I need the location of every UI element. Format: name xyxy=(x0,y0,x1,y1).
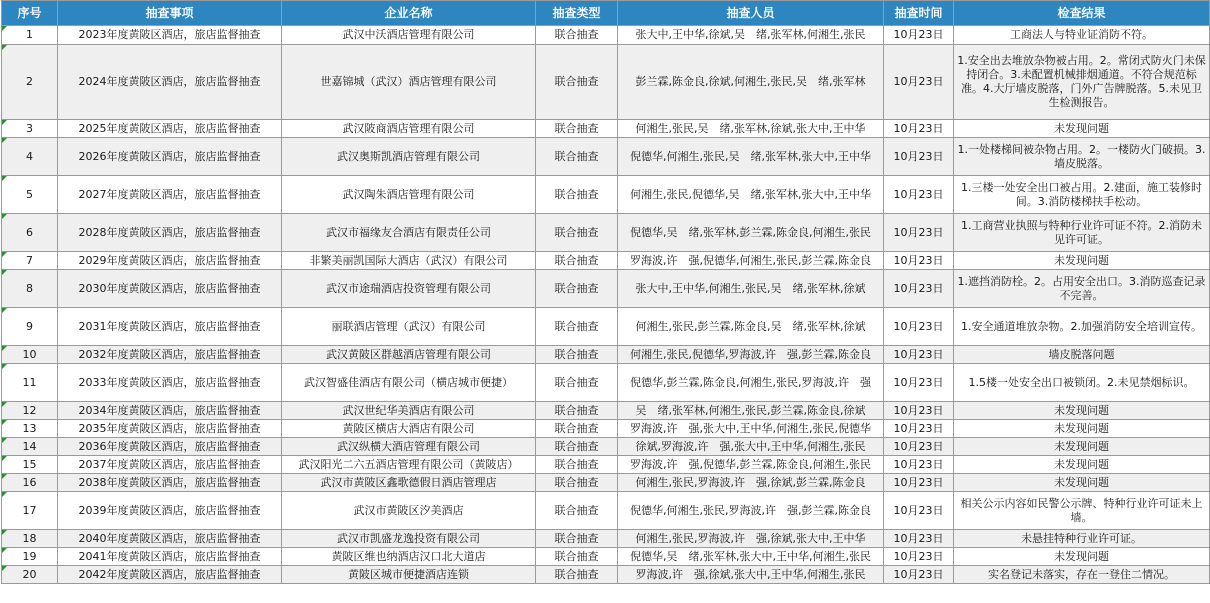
seq-cell: 1 xyxy=(2,26,58,45)
type-cell: 联合抽查 xyxy=(536,492,618,530)
seq-cell: 3 xyxy=(2,120,58,138)
time-cell: 10月23日 xyxy=(884,402,954,420)
item-cell: 2029年度黄陂区酒店，旅店监督抽查 xyxy=(58,252,282,270)
item-cell: 2023年度黄陂区酒店，旅店监督抽查 xyxy=(58,26,282,45)
header-type: 抽查类型 xyxy=(536,1,618,26)
result-cell: 1.一处楼梯间被杂物占用。2。一楼防火门破损。3.墙皮脱落。 xyxy=(954,138,1210,176)
table-row xyxy=(2,566,1210,584)
time-cell: 10月23日 xyxy=(884,346,954,364)
header-seq: 序号 xyxy=(2,1,58,26)
table-row xyxy=(2,364,1210,402)
staff-cell: 罗海波,许 强,倪德华,何湘生,张民,彭兰霖,陈金良 xyxy=(618,252,884,270)
table-row xyxy=(2,346,1210,364)
type-cell: 联合抽查 xyxy=(536,26,618,45)
item-cell: 2031年度黄陂区酒店，旅店监督抽查 xyxy=(58,308,282,346)
time-cell: 10月23日 xyxy=(884,474,954,492)
seq-cell: 11 xyxy=(2,364,58,402)
result-cell: 实名登记未落实，存在一登住二情况。 xyxy=(954,566,1210,584)
result-cell: 相关公示内容如民警公示牌、特种行业许可证未上墙。 xyxy=(954,492,1210,530)
seq-cell: 14 xyxy=(2,438,58,456)
type-cell: 联合抽查 xyxy=(536,566,618,584)
table-row xyxy=(2,26,1210,45)
time-cell: 10月23日 xyxy=(884,492,954,530)
type-cell: 联合抽查 xyxy=(536,402,618,420)
time-cell: 10月23日 xyxy=(884,120,954,138)
company-cell: 世嘉锦城（武汉）酒店管理有限公司 xyxy=(282,45,536,120)
company-cell: 武汉世纪华美酒店有限公司 xyxy=(282,402,536,420)
item-cell: 2033年度黄陂区酒店，旅店监督抽查 xyxy=(58,364,282,402)
table-row xyxy=(2,474,1210,492)
type-cell: 联合抽查 xyxy=(536,252,618,270)
staff-cell: 倪德华,吴 绪,张军林,彭兰霖,陈金良,何湘生,张民 xyxy=(618,214,884,252)
table-row xyxy=(2,270,1210,308)
company-cell: 武汉市黄陂区鑫歌德假日酒店管理店 xyxy=(282,474,536,492)
type-cell: 联合抽查 xyxy=(536,270,618,308)
time-cell: 10月23日 xyxy=(884,308,954,346)
staff-cell: 何湘生,张民,罗海波,许 强,徐斌,张大中,王中华 xyxy=(618,530,884,548)
table-row xyxy=(2,308,1210,346)
time-cell: 10月23日 xyxy=(884,252,954,270)
seq-cell: 18 xyxy=(2,530,58,548)
staff-cell: 倪德华,何湘生,张民,吴 绪,张军林,张大中,王中华 xyxy=(618,138,884,176)
header-time: 抽查时间 xyxy=(884,1,954,26)
company-cell: 武汉奥斯凯酒店管理有限公司 xyxy=(282,138,536,176)
seq-cell: 5 xyxy=(2,176,58,214)
time-cell: 10月23日 xyxy=(884,176,954,214)
seq-cell: 10 xyxy=(2,346,58,364)
header-row xyxy=(2,1,1210,26)
inspection-table xyxy=(1,0,1210,584)
type-cell: 联合抽查 xyxy=(536,474,618,492)
item-cell: 2034年度黄陂区酒店，旅店监督抽查 xyxy=(58,402,282,420)
item-cell: 2035年度黄陂区酒店，旅店监督抽查 xyxy=(58,420,282,438)
header-item: 抽查事项 xyxy=(58,1,282,26)
item-cell: 2037年度黄陂区酒店，旅店监督抽查 xyxy=(58,456,282,474)
staff-cell: 倪德华,彭兰霖,陈金良,何湘生,张民,罗海波,许 强 xyxy=(618,364,884,402)
result-cell: 未发现问题 xyxy=(954,438,1210,456)
table-row xyxy=(2,492,1210,530)
result-cell: 未发现问题 xyxy=(954,548,1210,566)
company-cell: 丽联酒店管理（武汉）有限公司 xyxy=(282,308,536,346)
staff-cell: 何湘生,张民,倪德华,罗海波,许 强,彭兰霖,陈金良 xyxy=(618,346,884,364)
type-cell: 联合抽查 xyxy=(536,120,618,138)
time-cell: 10月23日 xyxy=(884,214,954,252)
company-cell: 黄陂区维也纳酒店汉口北大道店 xyxy=(282,548,536,566)
table-row xyxy=(2,402,1210,420)
item-cell: 2027年度黄陂区酒店，旅店监督抽查 xyxy=(58,176,282,214)
result-cell: 1.工商营业执照与特种行业许可证不符。2.消防未见许可证。 xyxy=(954,214,1210,252)
company-cell: 武汉市黄陂区汐美酒店 xyxy=(282,492,536,530)
type-cell: 联合抽查 xyxy=(536,438,618,456)
result-cell: 1.安全通道堆放杂物。2.加强消防安全培训宣传。 xyxy=(954,308,1210,346)
company-cell: 武汉黄陂区群越酒店管理有限公司 xyxy=(282,346,536,364)
result-cell: 1.三楼一处安全出口被占用。2.建面，施工装修时间。3.消防楼梯扶手松动。 xyxy=(954,176,1210,214)
seq-cell: 12 xyxy=(2,402,58,420)
result-cell: 1.安全出去堆放杂物被占用。2。常闭式防火门未保持闭合。3.未配置机械排烟通道。不符合规范标准。4.大厅墙皮脱落，门外广告牌脱落。5.未见卫生检测报告。 xyxy=(954,45,1210,120)
time-cell: 10月23日 xyxy=(884,45,954,120)
staff-cell: 彭兰霖,陈金良,徐斌,何湘生,张民,吴 绪,张军林 xyxy=(618,45,884,120)
time-cell: 10月23日 xyxy=(884,530,954,548)
company-cell: 武汉陂商酒店管理有限公司 xyxy=(282,120,536,138)
staff-cell: 徐斌,罗海波,许 强,张大中,王中华,何湘生,张民 xyxy=(618,438,884,456)
staff-cell: 倪德华,何湘生,张民,罗海波,许 强,彭兰霖,陈金良 xyxy=(618,492,884,530)
item-cell: 2042年度黄陂区酒店，旅店监督抽查 xyxy=(58,566,282,584)
staff-cell: 何湘生,张民,罗海波,许 强,徐斌,彭兰霖,陈金良 xyxy=(618,474,884,492)
company-cell: 武汉智盛佳酒店有限公司（横店城市便捷） xyxy=(282,364,536,402)
type-cell: 联合抽查 xyxy=(536,346,618,364)
company-cell: 武汉纵横大酒店管理有限公司 xyxy=(282,438,536,456)
result-cell: 未发现问题 xyxy=(954,252,1210,270)
item-cell: 2028年度黄陂区酒店，旅店监督抽查 xyxy=(58,214,282,252)
seq-cell: 20 xyxy=(2,566,58,584)
company-cell: 黄陂区城市便捷酒店连锁 xyxy=(282,566,536,584)
company-cell: 武汉陶朱酒店管理有限公司 xyxy=(282,176,536,214)
seq-cell: 16 xyxy=(2,474,58,492)
result-cell: 工商法人与特业证消防不符。 xyxy=(954,26,1210,45)
seq-cell: 15 xyxy=(2,456,58,474)
item-cell: 2025年度黄陂区酒店，旅店监督抽查 xyxy=(58,120,282,138)
staff-cell: 罗海波,许 强,徐斌,张大中,王中华,何湘生,张民 xyxy=(618,566,884,584)
company-cell: 武汉市凯盛龙逸投资有限公司 xyxy=(282,530,536,548)
result-cell: 未发现问题 xyxy=(954,474,1210,492)
seq-cell: 8 xyxy=(2,270,58,308)
time-cell: 10月23日 xyxy=(884,26,954,45)
time-cell: 10月23日 xyxy=(884,566,954,584)
staff-cell: 倪德华,吴 绪,张军林,张大中,王中华,何湘生,张民 xyxy=(618,548,884,566)
result-cell: 1.遮挡消防栓。2。占用安全出口。3.消防巡查记录不完善。 xyxy=(954,270,1210,308)
table-row xyxy=(2,252,1210,270)
seq-cell: 13 xyxy=(2,420,58,438)
seq-cell: 6 xyxy=(2,214,58,252)
header-staff: 抽查人员 xyxy=(618,1,884,26)
company-cell: 武汉市福缘友合酒店有限责任公司 xyxy=(282,214,536,252)
result-cell: 未悬挂特种行业许可证。 xyxy=(954,530,1210,548)
staff-cell: 张大中,王中华,何湘生,张民,吴 绪,张军林,徐斌 xyxy=(618,270,884,308)
type-cell: 联合抽查 xyxy=(536,420,618,438)
seq-cell: 17 xyxy=(2,492,58,530)
time-cell: 10月23日 xyxy=(884,138,954,176)
seq-cell: 2 xyxy=(2,45,58,120)
time-cell: 10月23日 xyxy=(884,438,954,456)
staff-cell: 吴 绪,张军林,何湘生,张民,彭兰霖,陈金良,徐斌 xyxy=(618,402,884,420)
type-cell: 联合抽查 xyxy=(536,45,618,120)
item-cell: 2038年度黄陂区酒店，旅店监督抽查 xyxy=(58,474,282,492)
table-row xyxy=(2,530,1210,548)
item-cell: 2030年度黄陂区酒店，旅店监督抽查 xyxy=(58,270,282,308)
item-cell: 2041年度黄陂区酒店，旅店监督抽查 xyxy=(58,548,282,566)
staff-cell: 罗海波,许 强,倪德华,彭兰霖,陈金良,何湘生,张民 xyxy=(618,456,884,474)
header-result: 检查结果 xyxy=(954,1,1210,26)
result-cell: 未发现问题 xyxy=(954,420,1210,438)
table-row xyxy=(2,438,1210,456)
result-cell: 未发现问题 xyxy=(954,456,1210,474)
table-row xyxy=(2,176,1210,214)
staff-cell: 何湘生,张民,倪德华,吴 绪,张军林,张大中,王中华 xyxy=(618,176,884,214)
table-row xyxy=(2,120,1210,138)
type-cell: 联合抽查 xyxy=(536,530,618,548)
type-cell: 联合抽查 xyxy=(536,138,618,176)
table-row xyxy=(2,548,1210,566)
table-row xyxy=(2,456,1210,474)
time-cell: 10月23日 xyxy=(884,548,954,566)
result-cell: 1.5楼一处安全出口被锁闭。2.未见禁烟标识。 xyxy=(954,364,1210,402)
result-cell: 未发现问题 xyxy=(954,120,1210,138)
seq-cell: 7 xyxy=(2,252,58,270)
header-company: 企业名称 xyxy=(282,1,536,26)
table-row xyxy=(2,420,1210,438)
item-cell: 2026年度黄陂区酒店，旅店监督抽查 xyxy=(58,138,282,176)
table-row xyxy=(2,138,1210,176)
staff-cell: 何湘生,张民,彭兰霖,陈金良,吴 绪,张军林,徐斌 xyxy=(618,308,884,346)
type-cell: 联合抽查 xyxy=(536,308,618,346)
result-cell: 墙皮脱落问题 xyxy=(954,346,1210,364)
staff-cell: 罗海波,许 强,张大中,王中华,何湘生,张民,倪德华 xyxy=(618,420,884,438)
type-cell: 联合抽查 xyxy=(536,176,618,214)
company-cell: 武汉市途瑞酒店投资管理有限公司 xyxy=(282,270,536,308)
type-cell: 联合抽查 xyxy=(536,548,618,566)
item-cell: 2039年度黄陂区酒店，旅店监督抽查 xyxy=(58,492,282,530)
seq-cell: 4 xyxy=(2,138,58,176)
table-row xyxy=(2,214,1210,252)
seq-cell: 9 xyxy=(2,308,58,346)
item-cell: 2032年度黄陂区酒店，旅店监督抽查 xyxy=(58,346,282,364)
item-cell: 2040年度黄陂区酒店，旅店监督抽查 xyxy=(58,530,282,548)
staff-cell: 何湘生,张民,吴 绪,张军林,徐斌,张大中,王中华 xyxy=(618,120,884,138)
time-cell: 10月23日 xyxy=(884,420,954,438)
company-cell: 武汉中沃酒店管理有限公司 xyxy=(282,26,536,45)
item-cell: 2024年度黄陂区酒店，旅店监督抽查 xyxy=(58,45,282,120)
time-cell: 10月23日 xyxy=(884,456,954,474)
company-cell: 黄陂区横店大酒店有限公司 xyxy=(282,420,536,438)
type-cell: 联合抽查 xyxy=(536,364,618,402)
company-cell: 非繁美丽凯国际大酒店（武汉）有限公司 xyxy=(282,252,536,270)
item-cell: 2036年度黄陂区酒店，旅店监督抽查 xyxy=(58,438,282,456)
table-row xyxy=(2,45,1210,120)
type-cell: 联合抽查 xyxy=(536,456,618,474)
company-cell: 武汉阳光二六五酒店管理有限公司（黄陂店） xyxy=(282,456,536,474)
staff-cell: 张大中,王中华,徐斌,吴 绪,张军林,何湘生,张民 xyxy=(618,26,884,45)
type-cell: 联合抽查 xyxy=(536,214,618,252)
result-cell: 未发现问题 xyxy=(954,402,1210,420)
time-cell: 10月23日 xyxy=(884,364,954,402)
seq-cell: 19 xyxy=(2,548,58,566)
time-cell: 10月23日 xyxy=(884,270,954,308)
